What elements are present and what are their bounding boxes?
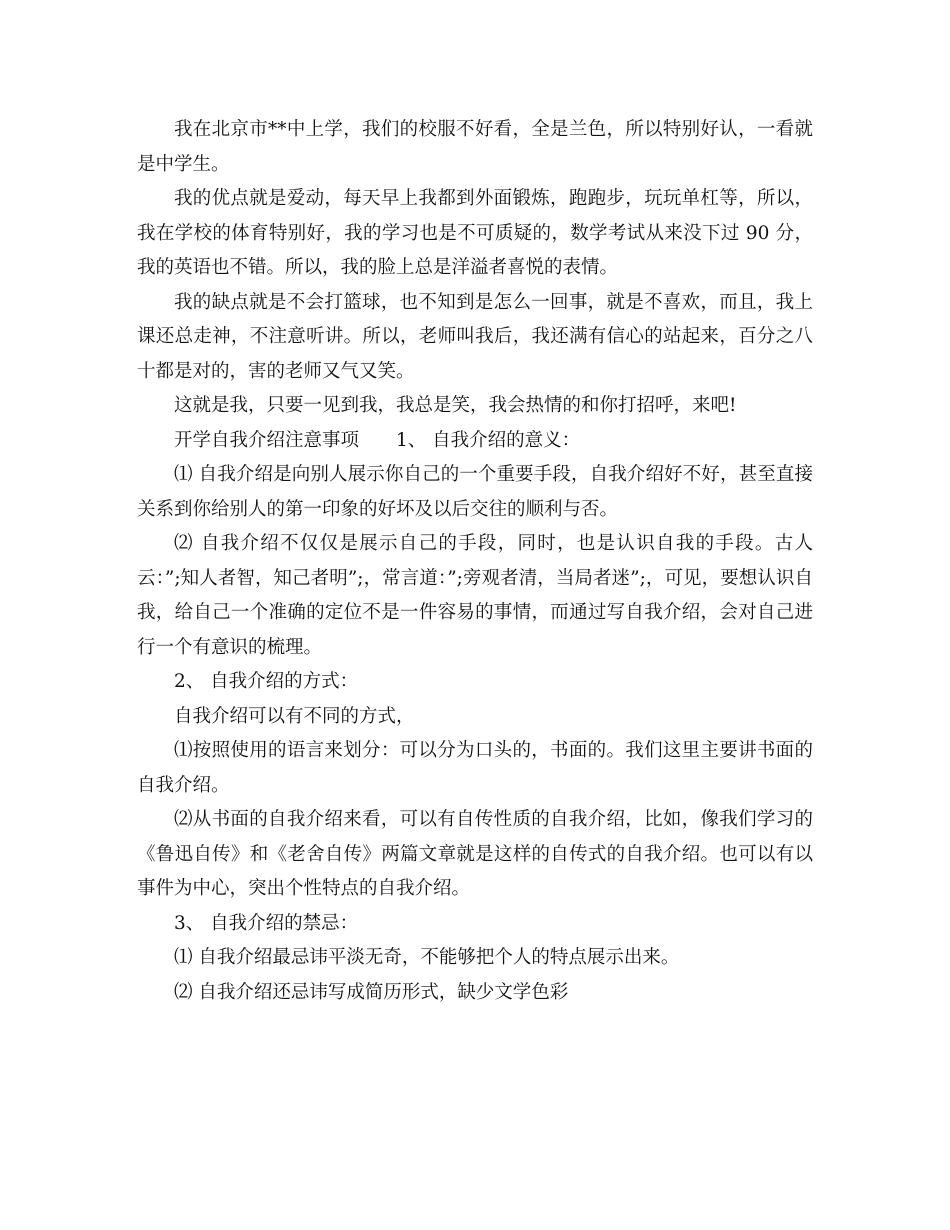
paragraph-closing: 这就是我，只要一见到我，我总是笑，我会热情的和你打招呼，来吧! <box>174 395 737 416</box>
paragraph-weaknesses: 我的缺点就是不会打篮球，也不知到是怎么一回事，就是不喜欢，而且，我上课还总走神，不注意听讲。所以，老师叫我后，我还满有信心的站起来，百分之八十都是对的，害的老师又气又笑。 <box>137 291 813 382</box>
document-body <box>137 113 813 1010</box>
paragraph-meaning-1: ⑴ 自我介绍是向别人展示你自己的一个重要手段，自我介绍好不好，甚至直接关系到你给别人的第一印象的好坏及以后交往的顺利与否。 <box>137 464 813 520</box>
paragraph-methods-2: ⑵从书面的自我介绍来看，可以有自传性质的自我介绍，比如，像我们学习的《鲁迅自传》和《老舍自传》两篇文章就是这样的自传式的自我介绍。也可以有以事件为中心，突出个性特点的自我介绍。 <box>137 809 813 899</box>
paragraph-taboo-1: ⑴ 自我介绍最忌讳平淡无奇，不能够把个人的特点展示出来。 <box>174 947 680 968</box>
paragraph-notes-heading: 开学自我介绍注意事项 1、 自我介绍的意义： <box>174 429 581 451</box>
paragraph-methods-intro: 自我介绍可以有不同的方式， <box>174 705 415 727</box>
section-heading-taboos: 3、 自我介绍的禁忌： <box>174 912 359 934</box>
section-heading-methods: 2、 自我介绍的方式： <box>174 671 359 692</box>
paragraph-meaning-2: ⑵ 自我介绍不仅仅是展示自己的手段，同时，也是认识自我的手段。古人云：”;知人者智，知己者明”;，常言道：”;旁观者清，当局者迷”;，可见，要想认识自我，给自己一个准确的定位不是一件容易的事情，而通过写自我介绍，会对自己进行一个有意识的梳理。 <box>137 533 813 658</box>
paragraph-school-uniform: 我在北京市**中上学，我们的校服不好看，全是兰色，所以特别好认，一看就是中学生。 <box>137 119 813 175</box>
paragraph-taboo-2: ⑵ 自我介绍还忌讳写成简历形式，缺少文学色彩 <box>174 981 569 1003</box>
paragraph-methods-1: ⑴按照使用的语言来划分：可以分为口头的，书面的。我们这里主要讲书面的自我介绍。 <box>137 740 813 796</box>
paragraph-strengths: 我的优点就是爱动，每天早上我都到外面锻炼，跑跑步，玩玩单杠等，所以，我在学校的体育特别好，我的学习也是不可质疑的，数学考试从来没下过 90 分，我的英语也不错。所以，我的脸上总是洋溢者喜悦的表情。 <box>137 188 813 278</box>
